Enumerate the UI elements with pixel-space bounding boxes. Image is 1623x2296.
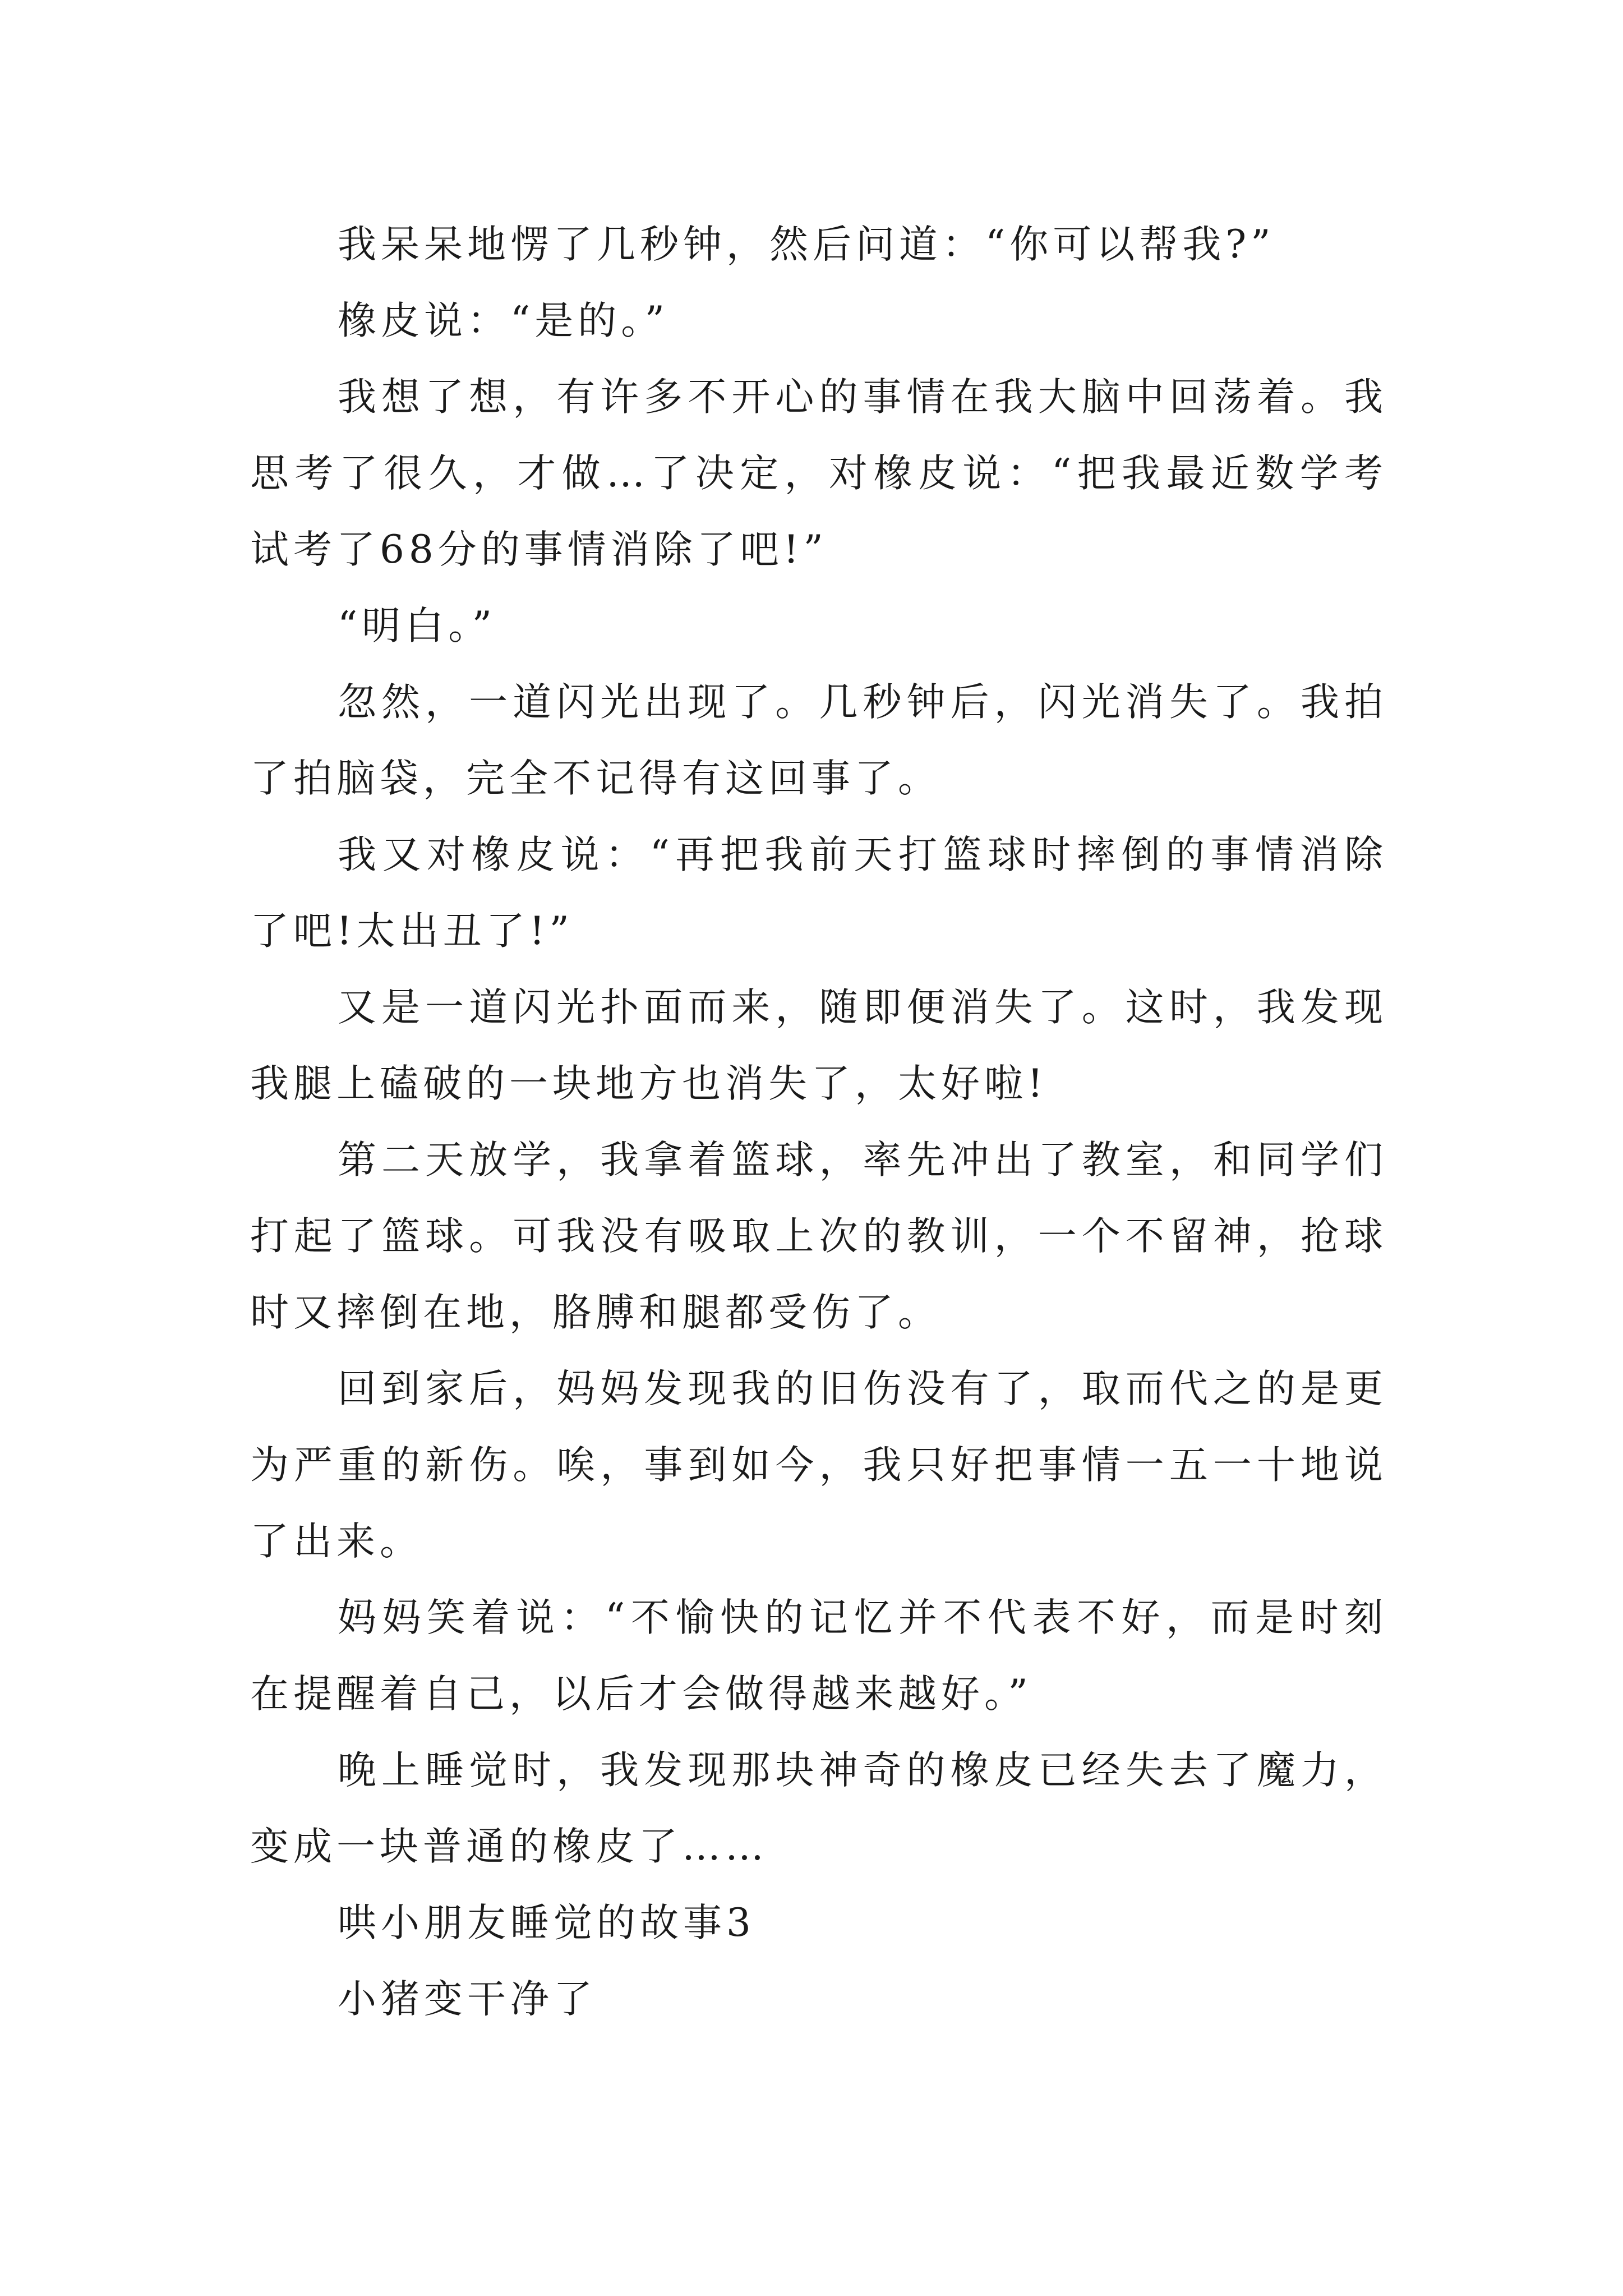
paragraph: “明白。”	[338, 604, 497, 648]
paragraph: 我想了想，有许多不开心的事情在我大脑中回荡着。我思考了很久，才做…了决定，对橡皮说：“把我最近数学考试考了68分的事情消除了吧!”	[250, 375, 1387, 572]
paragraph: 妈妈笑着说：“不愉快的记忆并不代表不好，而是时刻在提醒着自己，以后才会做得越来越好。”	[250, 1595, 1387, 1717]
paragraph: 忽然，一道闪光出现了。几秒钟后，闪光消失了。我拍了拍脑袋，完全不记得有这回事了。	[250, 680, 1387, 801]
paragraph: 我呆呆地愣了几秒钟，然后问道：“你可以帮我?”	[338, 222, 1275, 267]
story-heading: 哄小朋友睡觉的故事3	[338, 1901, 755, 1945]
paragraph: 橡皮说：“是的。”	[338, 298, 670, 343]
paragraph: 我又对橡皮说：“再把我前天打篮球时摔倒的事情消除了吧!太出丑了!”	[250, 832, 1387, 954]
paragraph: 晚上睡觉时，我发现那块神奇的橡皮已经失去了魔力，变成一块普通的橡皮了……	[250, 1748, 1387, 1869]
story-text	[250, 206, 1387, 2037]
paragraph: 又是一道闪光扑面而来，随即便消失了。这时，我发现我腿上磕破的一块地方也消失了，太好啦!	[250, 985, 1387, 1106]
story-title: 小猪变干净了	[338, 1977, 597, 2022]
paragraph: 第二天放学，我拿着篮球，率先冲出了教室，和同学们打起了篮球。可我没有吸取上次的教训，一个不留神，抢球时又摔倒在地，胳膊和腿都受伤了。	[250, 1138, 1387, 1335]
paragraph: 回到家后，妈妈发现我的旧伤没有了，取而代之的是更为严重的新伤。唉，事到如今，我只好把事情一五一十地说了出来。	[250, 1366, 1387, 1564]
